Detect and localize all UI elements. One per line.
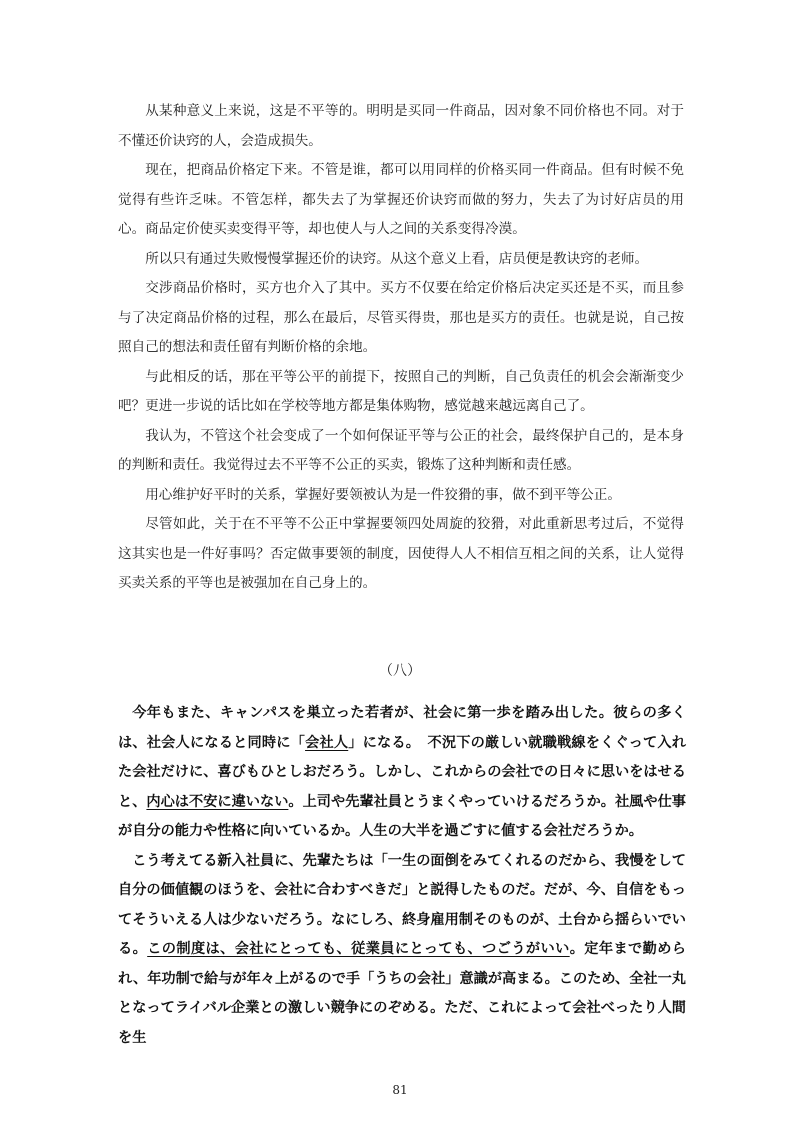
japanese-text-block (118, 699, 686, 1053)
text-run: こう考えてる新入社員に、先輩たちは「一生の面倒をみてくれるのだから、我慢をして自分の価値観のほうを、会社に合わすべきだ」と説得したものだ。だが、今、自信をもってそういえる人は少ないだろう。なにしろ、終身雇用制そのものが、土台から揺らいでいる。 (118, 852, 686, 957)
chinese-paragraph: 交涉商品价格时，买方也介入了其中。买方不仅要在给定价格后决定买还是不买，而且参与了决定商品价格的过程，那么在最后，尽管买得贵，那也是买方的责任。也就是说，自己按照自己的想法和责任留有判断价格的余地。 (118, 280, 684, 355)
underlined-phrase: この制度は、会社にとっても、従業員にとっても、つごうがいい (147, 941, 570, 957)
underlined-phrase: 内心は不安に違いない (146, 793, 289, 810)
underlined-phrase: 会社人 (305, 734, 349, 751)
chinese-paragraph: 从某种意义上来说，这是不平等的。明明是买同一件商品，因对象不同价格也不同。对于不懂还价诀窍的人，会造成损失。 (118, 103, 684, 149)
japanese-paragraph (118, 847, 686, 1054)
japanese-paragraph (118, 699, 686, 847)
chinese-paragraph: 用心维护好平时的关系，掌握好要领被认为是一件狡猾的事，做不到平等公正。 (145, 486, 621, 503)
page-number: 81 (392, 1083, 408, 1097)
text-run: 今年もまた、キャンパスを巣立った若者が、社会に第一歩を踏み出した。彼らの多くは、社会人になると同時に「 (118, 705, 686, 751)
chinese-text-block (118, 97, 684, 599)
chinese-paragraph: 与此相反的话，那在平等公平的前提下，按照自己的判断，自己负责任的机会会渐渐变少吧？更进一步说的话比如在学校等地方都是集体购物，感觉越来越远离自己了。 (118, 368, 684, 414)
text-run: 」になる。 不況下の厳しい就職戦線をくぐって入れた会社だけに、喜びもひとしおだろう。しかし、これからの会社での日々に思いをはせると、 (118, 734, 686, 810)
chinese-paragraph: 现在，把商品价格定下来。不管是谁，都可以用同样的价格买同一件商品。但有时候不免觉得有些许乏味。不管怎样，都失去了为掌握还价诀窍而做的努力，失去了为讨好店员的用心。商品定价使买卖变得平等，却也使人与人之间的关系变得冷漠。 (118, 162, 684, 237)
section-heading: （八） (379, 663, 421, 679)
chinese-paragraph: 我认为，不管这个社会变成了一个如何保证平等与公正的社会，最终保护自己的，是本身的判断和责任。我觉得过去不平等不公正的买卖，锻炼了这种判断和责任感。 (118, 427, 684, 473)
text-run: 。上司や先輩社員とうまくやっていけるだろうか。社風や仕事が自分の能力や性格に向いているか。人生の大半を過ごすに値する会社だろうか。 (118, 793, 686, 839)
chinese-paragraph: 所以只有通过失败慢慢掌握还价的诀窍。从这个意义上看，店员便是教诀窍的老师。 (145, 250, 649, 267)
text-run: 。定年まで勤められ、年功制で給与が年々上がるので手「うちの会社」意識が高まる。このため、全社一丸となってライバル企業との激しい競争にのぞめる。ただ、これによって会社べったり人間を生 (118, 941, 686, 1046)
chinese-paragraph: 尽管如此，关于在不平等不公正中掌握要领四处周旋的狡猾，对此重新思考过后，不觉得这其实也是一件好事吗？否定做事要领的制度，因使得人人不相信互相之间的关系，让人觉得买卖关系的平等也是被强加在自己身上的。 (118, 516, 684, 591)
